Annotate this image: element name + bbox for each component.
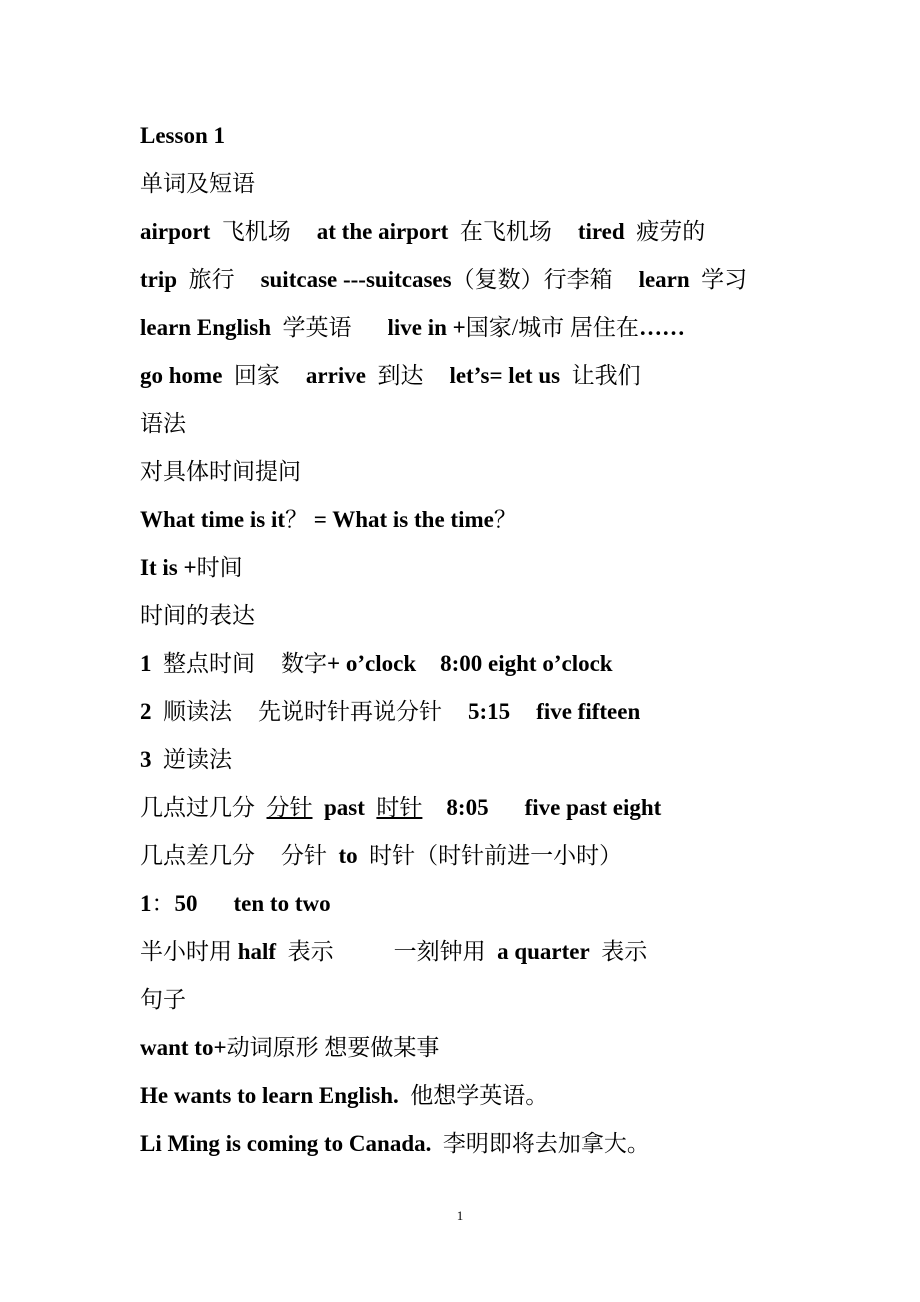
method-1-title: 整点时间 xyxy=(163,651,255,676)
sentence-1-en: want to+ xyxy=(140,1035,227,1060)
to-example-sep: ： xyxy=(151,891,175,916)
method-2-number: 2 xyxy=(140,699,152,724)
phrase-live-in-ellipsis: …… xyxy=(638,315,685,340)
method-1-rule-en: + o’clock xyxy=(327,651,417,676)
half-express: 表示 xyxy=(287,939,334,964)
method-3 xyxy=(140,742,232,778)
past-example-words: five past eight xyxy=(524,795,662,820)
past-example-time: 8:05 xyxy=(446,795,489,820)
word-trip-cn: 旅行 xyxy=(188,267,235,292)
page-number xyxy=(0,1206,920,1226)
to-example-hour: 1 xyxy=(140,891,152,916)
to-example-minute: 50 xyxy=(174,891,198,916)
phrase-go-home: go home xyxy=(140,363,223,388)
method-1-rule-cn: 数字 xyxy=(281,651,327,676)
method-1 xyxy=(140,646,613,682)
lesson-title-text: Lesson 1 xyxy=(140,123,225,148)
sentence-2-en: He wants to learn English. xyxy=(140,1083,399,1108)
sentence-3-cn: 李明即将去加拿大。 xyxy=(442,1131,650,1156)
grammar-heading-text: 语法 xyxy=(140,411,186,436)
past-label: 几点过几分 xyxy=(140,795,255,820)
question-what-is-the-time: = What is the time xyxy=(308,507,494,532)
method-2 xyxy=(140,694,640,730)
question-mark-2: ？ xyxy=(493,507,517,532)
word-tired: tired xyxy=(577,219,625,244)
time-answer xyxy=(140,550,243,586)
phrase-live-in: live in + xyxy=(387,315,466,340)
vocab-row-1 xyxy=(140,214,705,250)
method-3-number: 3 xyxy=(140,747,152,772)
phrase-go-home-cn: 回家 xyxy=(233,363,280,388)
phrase-at-the-airport: at the airport xyxy=(316,219,449,244)
word-airport-cn: 飞机场 xyxy=(221,219,291,244)
to-rule xyxy=(140,838,622,874)
question-what-time-is-it: What time is it xyxy=(140,507,286,532)
sentence-2-cn: 他想学英语。 xyxy=(410,1083,549,1108)
answer-it-is: It is + xyxy=(140,555,197,580)
vocab-row-3 xyxy=(140,310,685,346)
to-example xyxy=(140,886,331,922)
vocab-heading-text: 单词及短语 xyxy=(140,171,255,196)
to-word: to xyxy=(338,843,358,868)
grammar-heading xyxy=(140,406,186,442)
answer-time-cn: 时间 xyxy=(196,555,243,580)
quarter-label: 一刻钟用 xyxy=(393,939,486,964)
vocab-row-2 xyxy=(140,262,747,298)
word-airport: airport xyxy=(140,219,211,244)
word-tired-cn: 疲劳的 xyxy=(636,219,706,244)
past-hour-hand: 时针 xyxy=(376,795,423,820)
lesson-title xyxy=(140,118,225,154)
to-label: 几点差几分 xyxy=(140,843,255,868)
sentence-1-cn: 动词原形 想要做某事 xyxy=(226,1035,440,1060)
method-2-rule: 先说时针再说分针 xyxy=(258,699,442,724)
sentences-heading xyxy=(140,982,186,1018)
phrase-at-the-airport-cn: 在飞机场 xyxy=(459,219,552,244)
vocab-row-4 xyxy=(140,358,641,394)
sentence-3-en: Li Ming is coming to Canada. xyxy=(140,1131,432,1156)
word-trip: trip xyxy=(140,267,178,292)
method-2-time: 5:15 xyxy=(468,699,511,724)
sentence-3 xyxy=(140,1126,650,1162)
sentence-2 xyxy=(140,1078,548,1114)
word-arrive-cn: 到达 xyxy=(377,363,424,388)
to-example-words: ten to two xyxy=(233,891,331,916)
word-learn: learn xyxy=(638,267,690,292)
phrase-learn-english-cn: 学英语 xyxy=(282,315,352,340)
half-word: half xyxy=(237,939,277,964)
phrase-lets-cn: 让我们 xyxy=(571,363,641,388)
question-mark-1: ？ xyxy=(285,507,309,532)
quarter-express: 表示 xyxy=(601,939,648,964)
to-minute-hand: 分针 xyxy=(281,843,327,868)
sentence-1 xyxy=(140,1030,439,1066)
phrase-learn-english: learn English xyxy=(140,315,272,340)
time-question xyxy=(140,502,517,538)
word-learn-cn: 学习 xyxy=(701,267,748,292)
past-rule xyxy=(140,790,661,826)
method-1-example: 8:00 eight o’clock xyxy=(440,651,613,676)
method-3-title: 逆读法 xyxy=(163,747,232,772)
method-2-title: 顺读法 xyxy=(163,699,232,724)
word-suitcase: suitcase ---suitcases xyxy=(260,267,452,292)
phrase-live-in-cn: 国家/城市 居住在 xyxy=(465,315,639,340)
method-2-words: five fifteen xyxy=(536,699,641,724)
half-label: 半小时用 xyxy=(140,939,232,964)
time-expression-text: 时间的表达 xyxy=(140,603,255,628)
phrase-lets: let’s= let us xyxy=(449,363,561,388)
to-hour-hand: 时针（时针前进一小时） xyxy=(369,843,623,868)
vocab-heading xyxy=(140,166,255,202)
page-number-text: 1 xyxy=(456,1208,464,1223)
past-minute-hand: 分针 xyxy=(266,795,313,820)
word-arrive: arrive xyxy=(305,363,366,388)
ask-time-heading xyxy=(140,454,301,490)
word-suitcase-cn: （复数）行李箱 xyxy=(451,267,613,292)
ask-time-text: 对具体时间提问 xyxy=(140,459,301,484)
quarter-word: a quarter xyxy=(497,939,590,964)
time-expression-heading xyxy=(140,598,255,634)
method-1-number: 1 xyxy=(140,651,152,676)
sentences-heading-text: 句子 xyxy=(140,987,186,1012)
half-quarter-rule xyxy=(140,934,647,970)
past-word: past xyxy=(324,795,365,820)
